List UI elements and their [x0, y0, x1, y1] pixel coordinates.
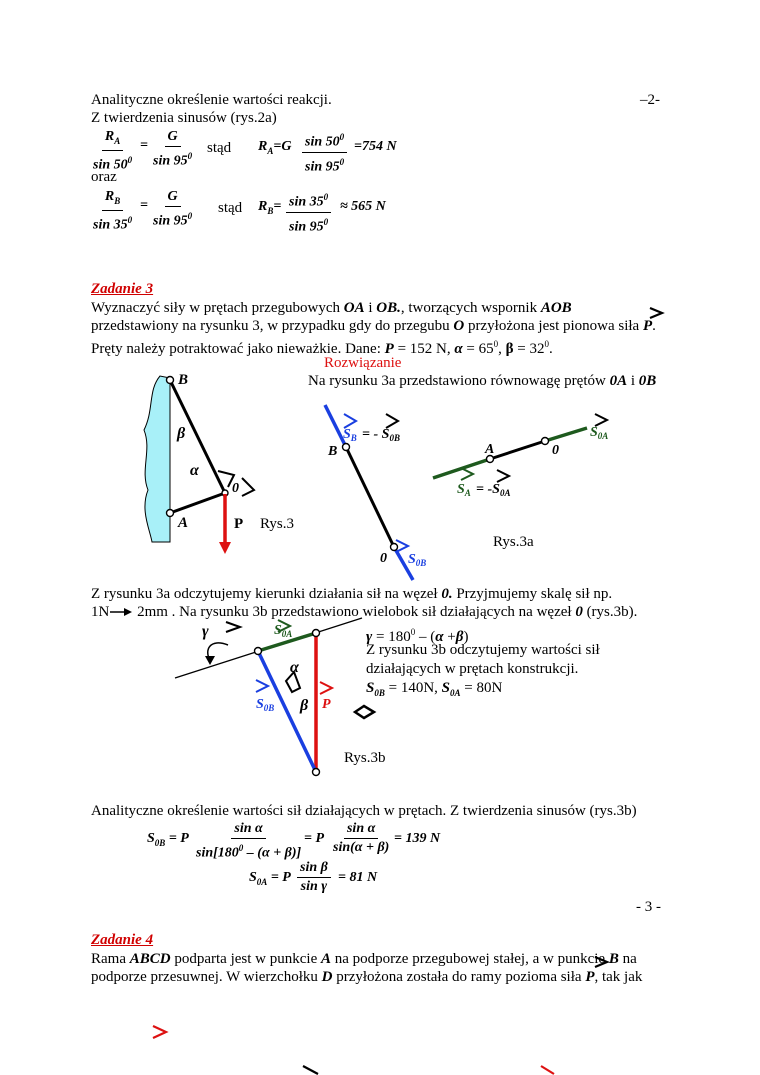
eq2-frac-right: $\frac{G}{\sin 95^0}$	[153, 189, 193, 229]
svg-text:S0A: $S_{0A}$	[590, 425, 609, 441]
figure-rys3a-oa	[425, 408, 650, 558]
partial-arrow-icon	[538, 1064, 558, 1075]
arrow-right-icon	[108, 605, 134, 619]
page-number: –2-	[640, 92, 660, 108]
caption-rys3a: Rys.3a	[493, 534, 534, 550]
eq1-result-frac: $\frac{\sin 50^0}{\sin 95^0}$	[302, 128, 347, 176]
eq1-frac-left: $\frac{R_A}{\sin 50^0}$	[93, 129, 133, 173]
sine-rule-text: Z twierdzenia sinusów (rys.2a)	[91, 110, 277, 126]
label-b-3a: B	[328, 444, 338, 459]
zadanie3-line2: przedstawiony na rysunku 3, w przypadku gdy do przegubu O przyłożona jest pionowa siła P.	[91, 318, 656, 334]
eq4-frac: $\frac{\text{sin β}}{\text{sin γ}}$	[297, 859, 331, 896]
label-alpha: α	[190, 462, 199, 479]
label-p: P	[234, 516, 244, 532]
stad-1: stąd	[207, 140, 232, 156]
eq1-lhs: $R_A=G$	[258, 139, 292, 156]
zadanie4-line2: podporze przesuwnej. W wierzchołku D przyłożona została do ramy pozioma siła P, tak jak	[91, 969, 643, 985]
eq2-result-frac: $\frac{\sin 35^0}{\sin 95^0}$	[286, 188, 331, 236]
eq4-lhs: $S_{0A} = P$	[249, 870, 291, 887]
svg-text:S0B: $S_{0B}$	[256, 697, 275, 713]
eq1-frac-right: $\frac{G}{\sin 95^0}$	[153, 129, 193, 169]
svg-text:SB: $S_B$	[343, 427, 357, 443]
eq3-frac1: $\frac{\text{sin α}}{\sin[180^0 - (\alpha + \beta)]}$	[196, 821, 302, 861]
eq2-lhs: $R_B=$	[258, 199, 282, 216]
caption-rys3b: Rys.3b	[344, 750, 386, 766]
rod-oa	[170, 493, 225, 513]
svg-text:S0A: $S_{0A}$	[274, 623, 293, 639]
svg-text:SA: $S_A$	[457, 482, 471, 498]
read-values-line1: Z rysunku 3b odczytujemy wartości sił	[366, 642, 600, 658]
svg-text:= - S0B: = - $S_{0B}$	[362, 427, 400, 443]
eq2-frac-left: $\frac{R_B}{\sin 35^0}$	[93, 189, 133, 233]
zadanie4-title: Zadanie 4	[91, 932, 154, 948]
svg-text:β: β	[300, 697, 309, 714]
svg-text:0: 0	[552, 443, 559, 458]
drag-handle-icon	[352, 703, 378, 721]
page-number-3: - 3 -	[636, 899, 661, 915]
zadanie3-line3: Pręty należy potraktować jako nieważkie. Dane: P = 152 N, $\alpha = 65^0$, $\beta = 32^0$.	[91, 339, 553, 357]
label-a: A	[178, 515, 189, 531]
eq3-frac2: $\frac{\text{sin α}}{\sin(\alpha + \beta)}$	[333, 821, 390, 855]
svg-text:γ: γ	[202, 623, 209, 640]
read-values-line2: działających w prętach konstrukcji.	[366, 661, 579, 677]
partial-arrow-icon	[300, 1064, 324, 1075]
wall-shape	[144, 376, 170, 542]
section-header: Analityczne określenie wartości reakcji.	[91, 92, 332, 108]
label-o: 0	[232, 481, 239, 496]
svg-text:S0B: $S_{0B}$	[408, 552, 427, 568]
partial-arrow-icon	[150, 1023, 170, 1041]
stad-2: stąd	[218, 200, 243, 216]
figure-rys3	[130, 370, 310, 570]
label-b: B	[178, 372, 189, 388]
zadanie3-title: Zadanie 3	[91, 281, 154, 297]
read-values-result: $S_{0B} = 140N$, $S_{0A} = 80N$	[366, 680, 503, 698]
svg-text:A: A	[485, 442, 495, 457]
eq4-value: = 81 N	[338, 870, 378, 885]
figure-rys3b	[170, 610, 386, 780]
eq1-value: =754 N	[354, 139, 397, 154]
vector-arrow-icon	[593, 955, 611, 969]
figure-rys3a-ob	[310, 400, 430, 585]
svg-text:= -S0A: = $-S_{0A}$	[476, 482, 511, 498]
vector-arrow-icon	[648, 306, 666, 320]
svg-text:α: α	[290, 659, 299, 676]
svg-text:0: 0	[380, 551, 387, 566]
zadanie3-read-line1: Z rysunku 3a odczytujemy kierunki działania sił na węzeł 0. Przyjmujemy skalę sił np.	[91, 586, 613, 602]
svg-text:P: P	[322, 697, 331, 712]
caption-rys3: Rys.3	[260, 516, 294, 532]
eq3-lhs: $S_{0B} = P$	[147, 831, 189, 848]
zadanie4-line1: Rama ABCD podparta jest w punkcie A na podporze przegubowej stałej, a w punkcie B na	[91, 951, 637, 967]
solution-text: Na rysunku 3a przedstawiono równowagę prętów 0A i 0B	[308, 373, 657, 389]
oraz: oraz	[91, 169, 117, 185]
analytic-text: Analityczne określenie wartości sił działających w prętach. Z twierdzenia sinusów (rys.3b)	[91, 803, 637, 819]
eq2-value: ≈ 565 N	[340, 199, 386, 214]
label-beta: β	[177, 425, 186, 442]
eq3-value: = 139 N	[394, 831, 441, 846]
solution-label: Rozwiązanie	[324, 355, 402, 371]
gamma-equation: $\gamma = 180^0 - (\alpha +\beta)$	[366, 627, 469, 645]
zadanie3-read-line2: 1N 2mm . Na rysunku 3b przedstawiono wielobok sił działających na węzeł 0 (rys.3b).	[91, 604, 638, 620]
zadanie3-line1: Wyznaczyć siły w prętach przegubowych OA i OB., tworzących wspornik AOB	[91, 300, 572, 316]
